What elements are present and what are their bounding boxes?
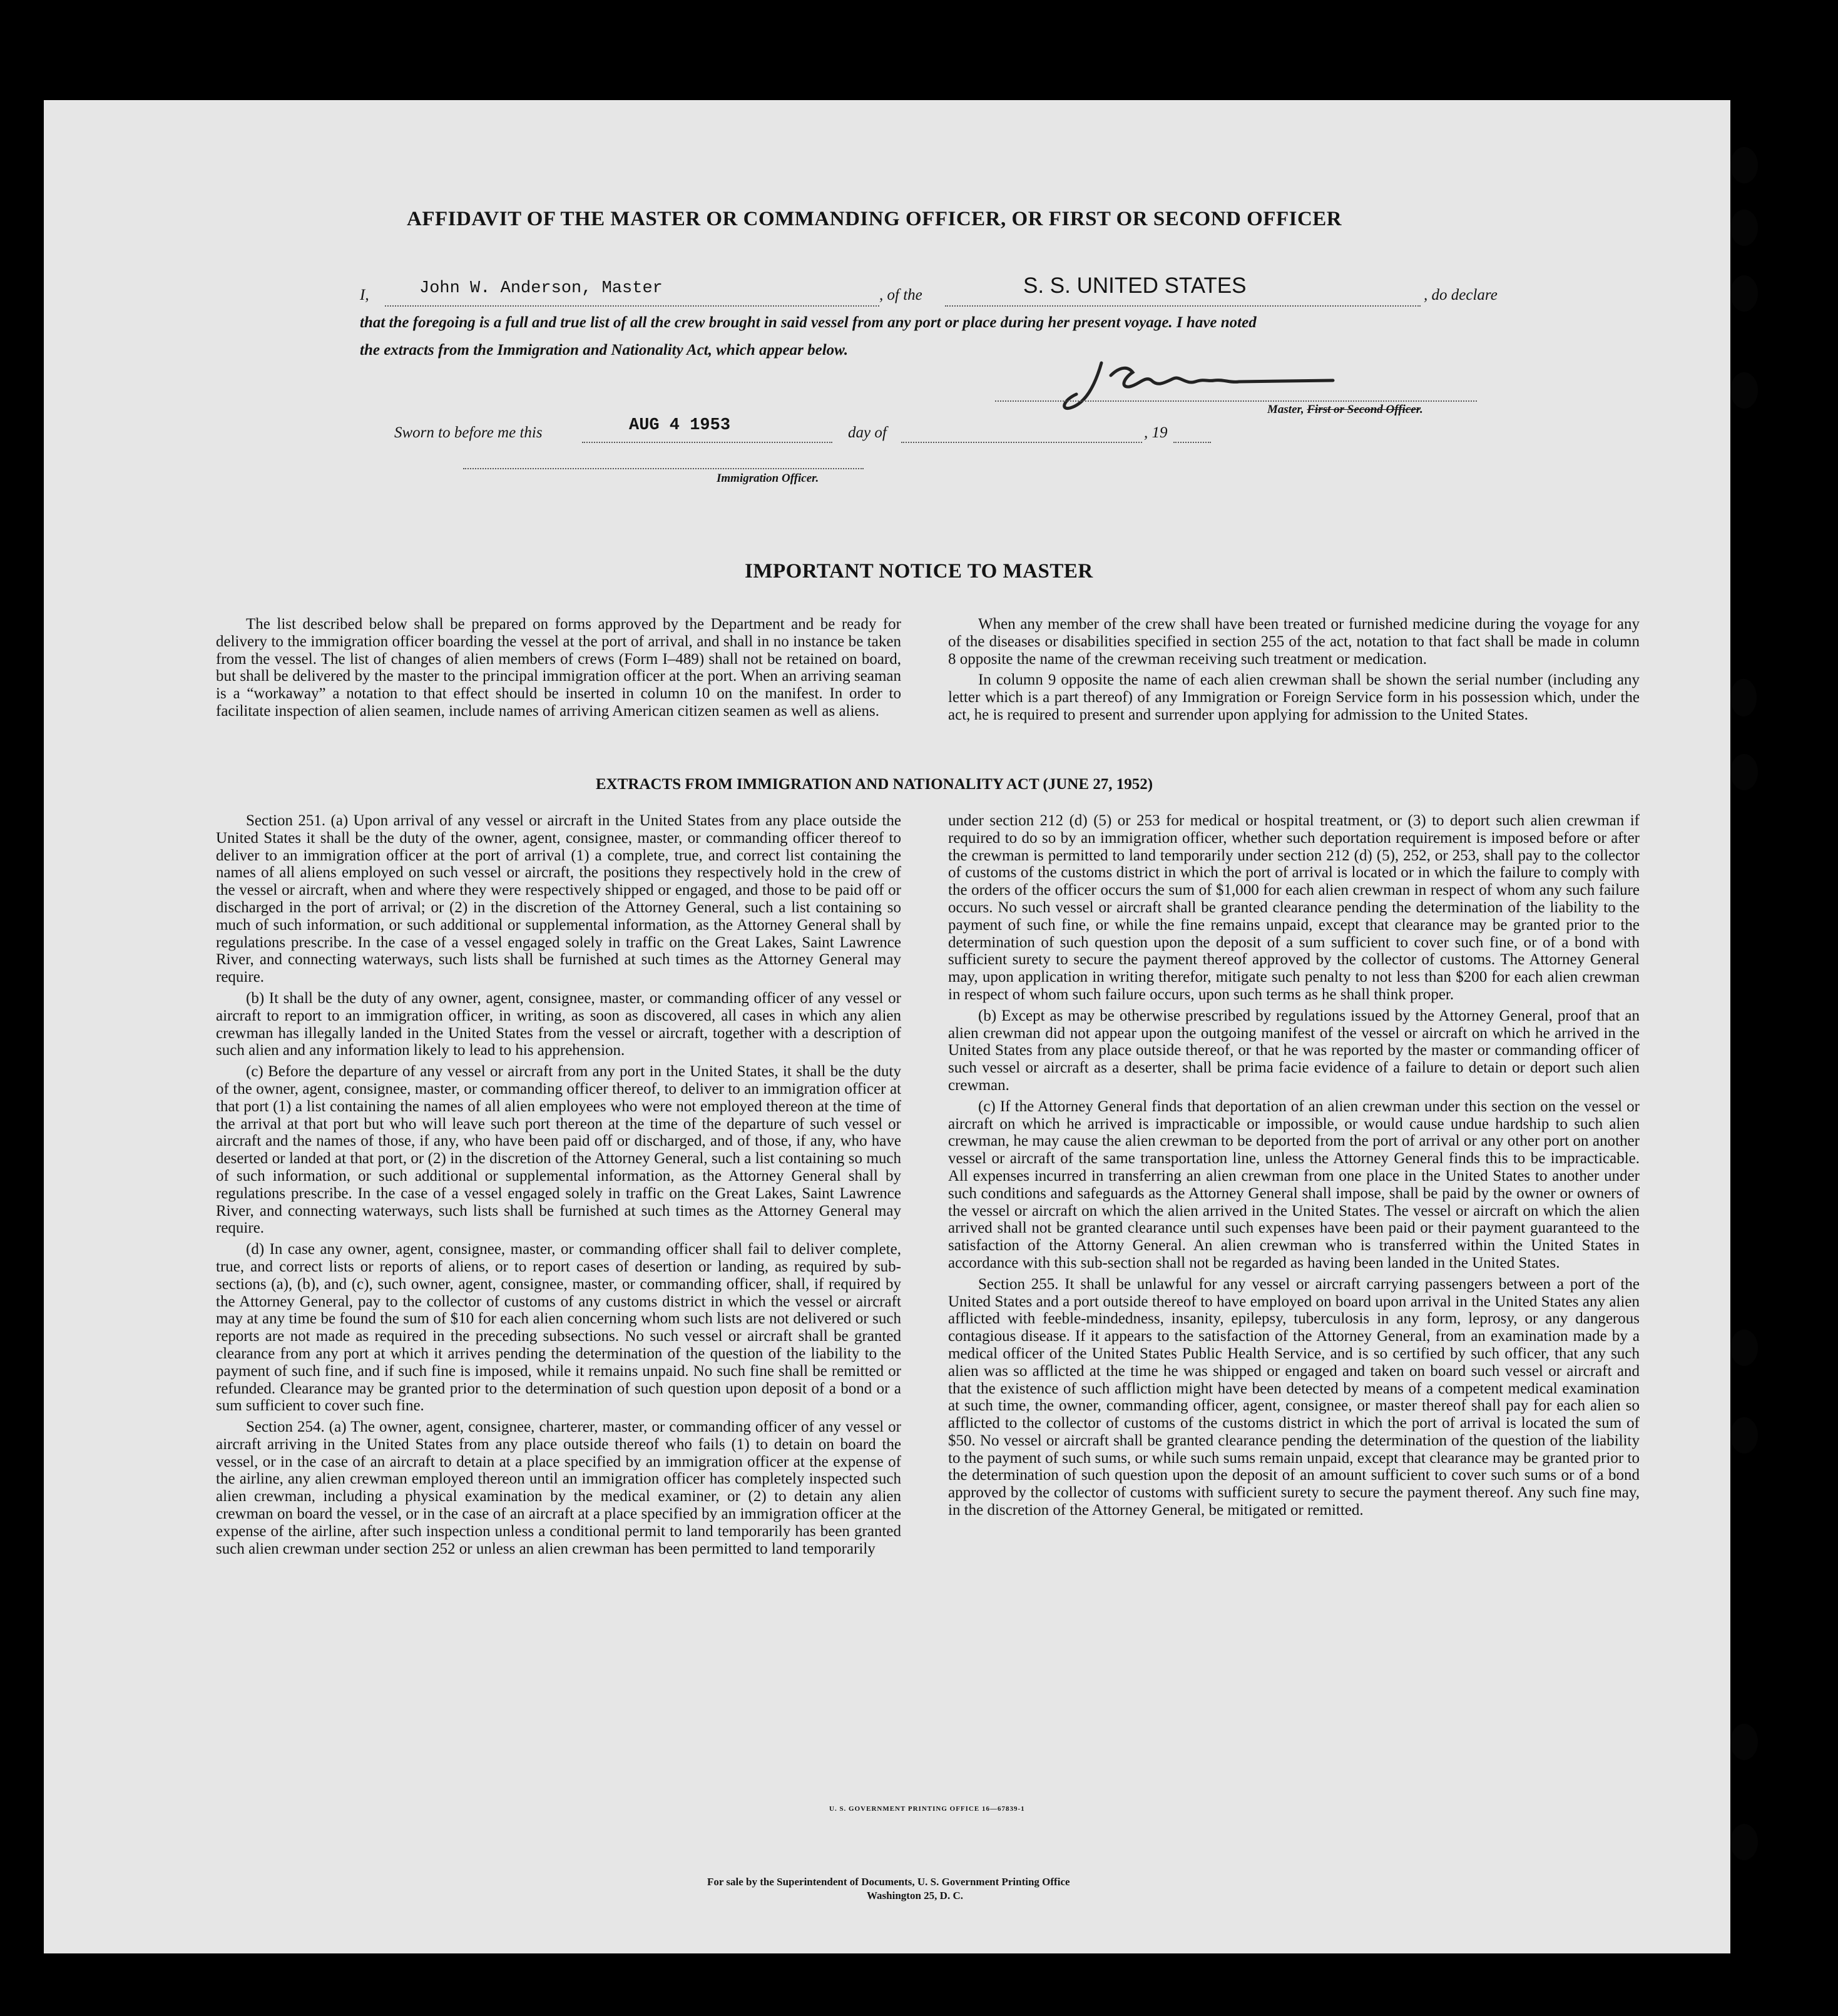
signature-line — [995, 388, 1477, 402]
notice-right-para-2: In column 9 opposite the name of each alien crewman shall be shown the serial number (including any letter which is a part thereof) of any Immigration or Foreign Service form in his possession which, under the act, he is required to present and surrender upon applying for admission to the United States. — [948, 671, 1640, 723]
signature-caption: Master, First or Second Officer. — [1267, 403, 1423, 416]
punch-hole — [1730, 1824, 1758, 1860]
extracts-left-column — [216, 812, 901, 1561]
do-declare-label: , do declare — [1424, 287, 1498, 303]
punch-hole — [1730, 1417, 1758, 1453]
notice-left — [216, 616, 901, 724]
punch-hole — [1730, 1724, 1758, 1760]
printing-office-line: U. S. GOVERNMENT PRINTING OFFICE 16—67839-1 — [829, 1805, 1025, 1813]
extracts-heading: EXTRACTS FROM IMMIGRATION AND NATIONALITY ACT (JUNE 27, 1952) — [596, 776, 1153, 793]
section-251-d: (d) In case any owner, agent, consignee, master, or commanding officer shall fail to deliver complete, true, and correct lists or reports of aliens, or to report cases of desertion or landing, as required by sub-sections (a), (b), and (c), such owner, agent, consignee, master, or commanding officer, shall, if required by the Attorney General, pay to the collector of customs of any customs district in which the vessel or aircraft may at any time be found the sum of $10 for each alien concerning whom such lists are not delivered or such reports are not made as required in the preceding subsections. No such vessel or aircraft shall be granted clearance from any port at which it arrives pending the determination of the question of the liability to the payment of such fine, and if such fine is imposed, while it remains unpaid. No such fine shall be remitted or refunded. Clearance may be granted prior to the determination of such question upon deposit of a bond or a sum sufficient to cover such fine. — [216, 1241, 901, 1415]
section-251-c: (c) Before the departure of any vessel or aircraft from any port in the United States, it shall be the duty of the owner, agent, consignee, master, or commanding officer thereof, to deliver to an immigration officer at that port (1) a list containing the names of all alien employees who were not employed thereon at the time of the arrival at that port but who will leave such port thereon at the time of the departure of such vessel or aircraft and the names of those, if any, who have been paid off or discharged, and of those, if any, who have deserted or landed at that port, or (2) in the discretion of the Attorney General, such a list containing so much of such information, or such additional or supplemental information, as the Attorney General shall by regulations prescribe. In the case of a vessel engaged solely in traffic on the Great Lakes, Saint Lawrence River, and connecting waterways, such lists shall be furnished at such times as the Attorney General may require. — [216, 1063, 901, 1237]
section-255: Section 255. It shall be unlawful for any vessel or aircraft carrying passengers between a port of the United States and a port outside thereof to have employed on board upon arrival in the United States any alien afflicted with feeble-mindedness, insanity, epilepsy, tuberculosis in any form, leprosy, or any dangerous contagious disease. If it appears to the satisfaction of the Attorney General, from an examination made by a medical officer of the United States Public Health Service, and is so certified by such officer, that any such alien was so afflicted at the time he was shipped or engaged and taken on board such vessel or aircraft and that the existence of such affliction might have been detected by means of a competent medical examination at such time, the owner, commanding officer, agent, consignee, or master thereof shall pay for each alien so afflicted to the collector of customs of the customs district in which the port of arrival is located the sum of $50. No vessel or aircraft shall be granted clearance pending the determination of the question of the liability to the payment of such sums, or while such sums remain unpaid, except that clearance may be granted prior to the determination of such question upon the deposit of an amount sufficient to cover such sums or of a bond approved by the collector of customs with sufficient surety to secure the payment thereof. Any such fine may, in the discretion of the Attorney General, be mitigated or remitted. — [948, 1275, 1640, 1519]
notice-right-para-1: When any member of the crew shall have been treated or furnished medicine during the voyage for any of the diseases or disabilities specified in section 255 of the act, notation to that fact shall be made in column 8 opposite the name of the crewman receiving such treatment or medication. — [948, 616, 1640, 668]
punch-hole — [1730, 275, 1758, 312]
year-label: , 19 — [1144, 424, 1168, 441]
extracts-right-column — [948, 812, 1640, 1523]
year-line — [1173, 424, 1211, 443]
form-page — [44, 100, 1730, 1953]
month-line — [901, 424, 1142, 443]
vessel-name: S. S. UNITED STATES — [1023, 273, 1247, 298]
section-254-c: (c) If the Attorney General finds that deportation of an alien crewman under this section on the vessel or aircraft on which he arrived is impracticable or impossible, or would cause undue hardship to such alien crewman, he may cause the alien crewman to be deported from the port of arrival or any other port on another vessel or aircraft of the same transportation line, unless the Attorney General finds this to be impracticable. All expenses incurred in transferring an alien crewman from one place in the United States to another under such conditions and safeguards as the Attorney General shall impose, shall be paid by the owner or owners of the vessel or aircraft on which the alien arrived in the United States. The vessel or aircraft on which the alien arrived shall not be granted clearance until such expenses have been paid or their payment guaranteed to the satisfaction of the Attorny General. An alien crewman who is transferred within the United States in accordance with this sub-section shall not be regarded as having been landed in the United States. — [948, 1097, 1640, 1271]
sworn-date-stamp: AUG 4 1953 — [629, 416, 731, 435]
punch-hole — [1730, 210, 1758, 246]
punch-hole — [1730, 754, 1758, 790]
officer-caption: Immigration Officer. — [717, 472, 819, 485]
punch-hole — [1730, 147, 1758, 183]
section-251-a: Section 251. (a) Upon arrival of any vessel or aircraft in the United States from any place outside the United States it shall be the duty of the owner, agent, consignee, master, or commanding officer thereof to deliver to an immigration officer at the port of arrival (1) a complete, true, and correct list containing the names of all aliens employed on such vessel or aircraft, the positions they respectively hold in the crew of the vessel or aircraft, when and where they were respectively shipped or engaged, and those to be paid off or discharged in the port of arrival; or (2) in the discretion of the Attorney General, such a list containing so much of such information, or such additional or supplemental information, as the Attorney General shall by regulations prescribe. In the case of a vessel engaged solely in traffic on the Great Lakes, Saint Lawrence River, and connecting waterways, such lists shall be furnished at such times as the Attorney General may require. — [216, 812, 901, 986]
punch-hole — [1730, 679, 1757, 716]
sale-line-1: For sale by the Superintendent of Documents, U. S. Government Printing Office — [707, 1876, 1070, 1888]
sale-line-2: Washington 25, D. C. — [867, 1890, 963, 1901]
punch-hole — [1730, 1330, 1758, 1366]
of-the-label: , of the — [879, 287, 922, 303]
i-label: I, — [360, 287, 369, 303]
section-251-b: (b) It shall be the duty of any owner, agent, consignee, master, or commanding officer of any vessel or aircraft to report to an immigration officer, in writing, as soon as discovered, all cases in which any alien crewman has illegally landed in the United States from the vessel or aircraft, together with a description of such alien and any information likely to lead to his apprehension. — [216, 989, 901, 1059]
punch-hole — [1730, 372, 1758, 409]
section-254-a: Section 254. (a) The owner, agent, consignee, charterer, master, or commanding officer of any vessel or aircraft arriving in the United States from any place outside thereof who fails (1) to detain on board the vessel, or in the case of an aircraft to detain at a place specified by an immigration officer at the expense of the airline, any alien crewman employed thereon until an immigration officer has completely inspected such alien crewman, including a physical examination by the medical examiner, or (2) to detain any alien crewman on board the vessel, or in the case of an aircraft at a place specified by an immigration officer at the expense of the airline, after such inspection unless a conditional permit to land temporarily has been granted such alien crewman under section 252 or unless an alien crewman has been permitted to land temporarily — [216, 1418, 901, 1557]
notice-right — [948, 616, 1640, 728]
declaration-line-2: that the foregoing is a full and true list of all the crew brought in said vessel from any port or place during her present voyage. I have noted — [360, 314, 1257, 331]
sworn-label: Sworn to before me this — [394, 424, 543, 441]
section-254-a-cont: under section 212 (d) (5) or 253 for medical or hospital treatment, or (3) to deport such alien crewman if required to do so by an immigration officer, whether such deportation requirement is imposed before or after the crewman is permitted to land temporarily under section 212 (d) (5), 252, or 253, shall pay to the collector of customs of the customs district in which the port of arrival is located or in which the failure to comply with the orders of the officer occurs the sum of $1,000 for each alien crewman in respect of whom any such failure occurs. No such vessel or aircraft shall be granted clearance pending the determination of the liability to the payment of such fine, or while the fine remains unpaid, except that clearance may be granted prior to the determination of such question upon the deposit of a sum sufficient to cover such fine, or of a bond with sufficient surety to secure the payment thereof approved by the collector of customs. The Attorney General may, upon application in writing therefor, mitigate such penalty to not less than $200 for each alien crewman in respect of whom such failure occurs, upon such terms as he shall think proper. — [948, 812, 1640, 1003]
notice-left-text: The list described below shall be prepared on forms approved by the Department and be ready for delivery to the immigration officer boarding the vessel at the port of arrival, and shall in no instance be taken from the vessel. The list of changes of alien members of crews (Form I–489) shall not be retained on board, but shall be delivered by the master to the principal immigration officer at the port. When an arriving seaman is a “workaway” a notation to that effect should be inserted in column 10 on the manifest. In order to facilitate inspection of alien seamen, include names of arriving American citizen seamen as well as aliens. — [216, 616, 901, 720]
declaration-line-3: the extracts from the Immigration and Nationality Act, which appear below. — [360, 342, 849, 359]
notice-heading: IMPORTANT NOTICE TO MASTER — [745, 560, 1093, 583]
affidavit-heading: AFFIDAVIT OF THE MASTER OR COMMANDING OFFICER, OR FIRST OR SECOND OFFICER — [407, 208, 1342, 230]
section-254-b: (b) Except as may be otherwise prescribed by regulations issued by the Attorney General, proof that an alien crewman did not appear upon the outgoing manifest of the vessel or aircraft on which he arrived in the United States from any place outside thereof, or that he was reported by the master or commanding officer of such vessel or aircraft as a deserter, shall be prima facie evidence of a failure to detain or deport such alien crewman. — [948, 1007, 1640, 1094]
master-name: John W. Anderson, Master — [419, 279, 663, 298]
day-of-label: day of — [848, 424, 887, 441]
officer-line — [463, 456, 864, 469]
